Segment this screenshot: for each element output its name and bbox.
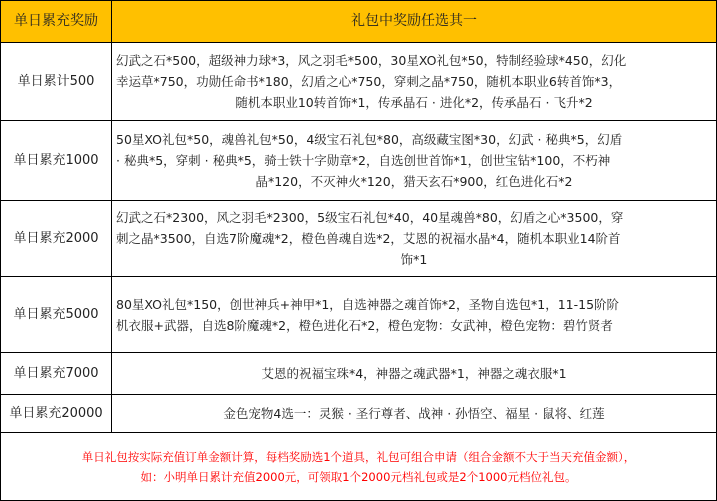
table-row xyxy=(1,121,717,201)
reward-options xyxy=(112,395,717,433)
reward-line: 80星XO礼包*150，创世神兵+神甲*1，自选神器之魂首饰*2，圣物自选包*1，11-15阶阶 xyxy=(116,296,620,312)
reward-options xyxy=(112,277,717,353)
rules-note xyxy=(1,433,717,501)
reward-line: 饰*1 xyxy=(400,252,428,267)
header-row xyxy=(1,1,717,43)
table-row xyxy=(1,277,717,353)
reward-line: 幸运草*750，功勋任命书*180，幻盾之心*750，穿刺之晶*750，随机本职业6转首饰*3， xyxy=(116,74,622,89)
tier-label: 单日累充20000 xyxy=(1,395,112,433)
rules-note-line: 如：小明单日累计充值2000元，可领取1个2000元档礼包或是2个1000元档位礼包。 xyxy=(140,469,577,484)
reward-line: 50星XO礼包*50，魂兽礼包*50，4级宝石礼包*80，高级藏宝图*30，幻武 · 秘典*5，幻盾 xyxy=(116,132,623,147)
table-row xyxy=(1,201,717,277)
tier-label: 单日累充2000 xyxy=(1,201,112,277)
rules-note-line: 单日礼包按实际充值订单金额计算，每档奖励选1个道具，礼包可组合申请（组合金额不大于当天充值金额）， xyxy=(81,449,636,464)
reward-line: · 秘典*5，穿刺 · 秘典*5，骑士铁十字勋章*2，自选创世首饰*1，创世宝钻*100，不朽神 xyxy=(116,153,611,168)
reward-options xyxy=(112,43,717,121)
reward-line: 机衣服+武器，自选8阶魔魂*2，橙色进化石*2，橙色宠物：女武神，橙色宠物：碧竹贤者 xyxy=(116,317,613,333)
reward-options xyxy=(112,353,717,395)
reward-line: 晶*120，不灭神火*120，猎天玄石*900，红色进化石*2 xyxy=(255,174,573,189)
table-row xyxy=(1,395,717,433)
tier-column-header: 单日累充奖励 xyxy=(1,1,112,43)
table-row xyxy=(1,353,717,395)
reward-line: 艾恩的祝福宝珠*4，神器之魂武器*1，神器之魂衣服*1 xyxy=(261,366,567,381)
reward-line: 幻武之石*500，超级神力球*3，风之羽毛*500，30星XO礼包*50，特制经验球*450，幻化 xyxy=(116,53,627,68)
tier-label: 单日累充1000 xyxy=(1,121,112,201)
reward-options xyxy=(112,121,717,201)
table-row xyxy=(1,43,717,121)
note-row xyxy=(1,433,717,501)
tier-label: 单日累计500 xyxy=(1,43,112,121)
tier-label: 单日累充7000 xyxy=(1,353,112,395)
reward-line: 随机本职业10转首饰*1，传承晶石 · 进化*2，传承晶石 · 飞升*2 xyxy=(235,95,593,110)
reward-options xyxy=(112,201,717,277)
reward-line: 金色宠物4选一：灵猴 · 圣行尊者、战神 · 孙悟空、福星 · 鼠将、红莲 xyxy=(223,406,605,421)
reward-column-header: 礼包中奖励任选其一 xyxy=(112,1,717,43)
tier-label: 单日累充5000 xyxy=(1,277,112,353)
reward-line: 刺之晶*3500，自选7阶魔魂*2，橙色兽魂自选*2，艾恩的祝福水晶*4，随机本职业14阶首 xyxy=(116,231,621,246)
reward-line: 幻武之石*2300，风之羽毛*2300，5级宝石礼包*40，40星魂兽*80，幻盾之心*3500，穿 xyxy=(116,210,624,225)
